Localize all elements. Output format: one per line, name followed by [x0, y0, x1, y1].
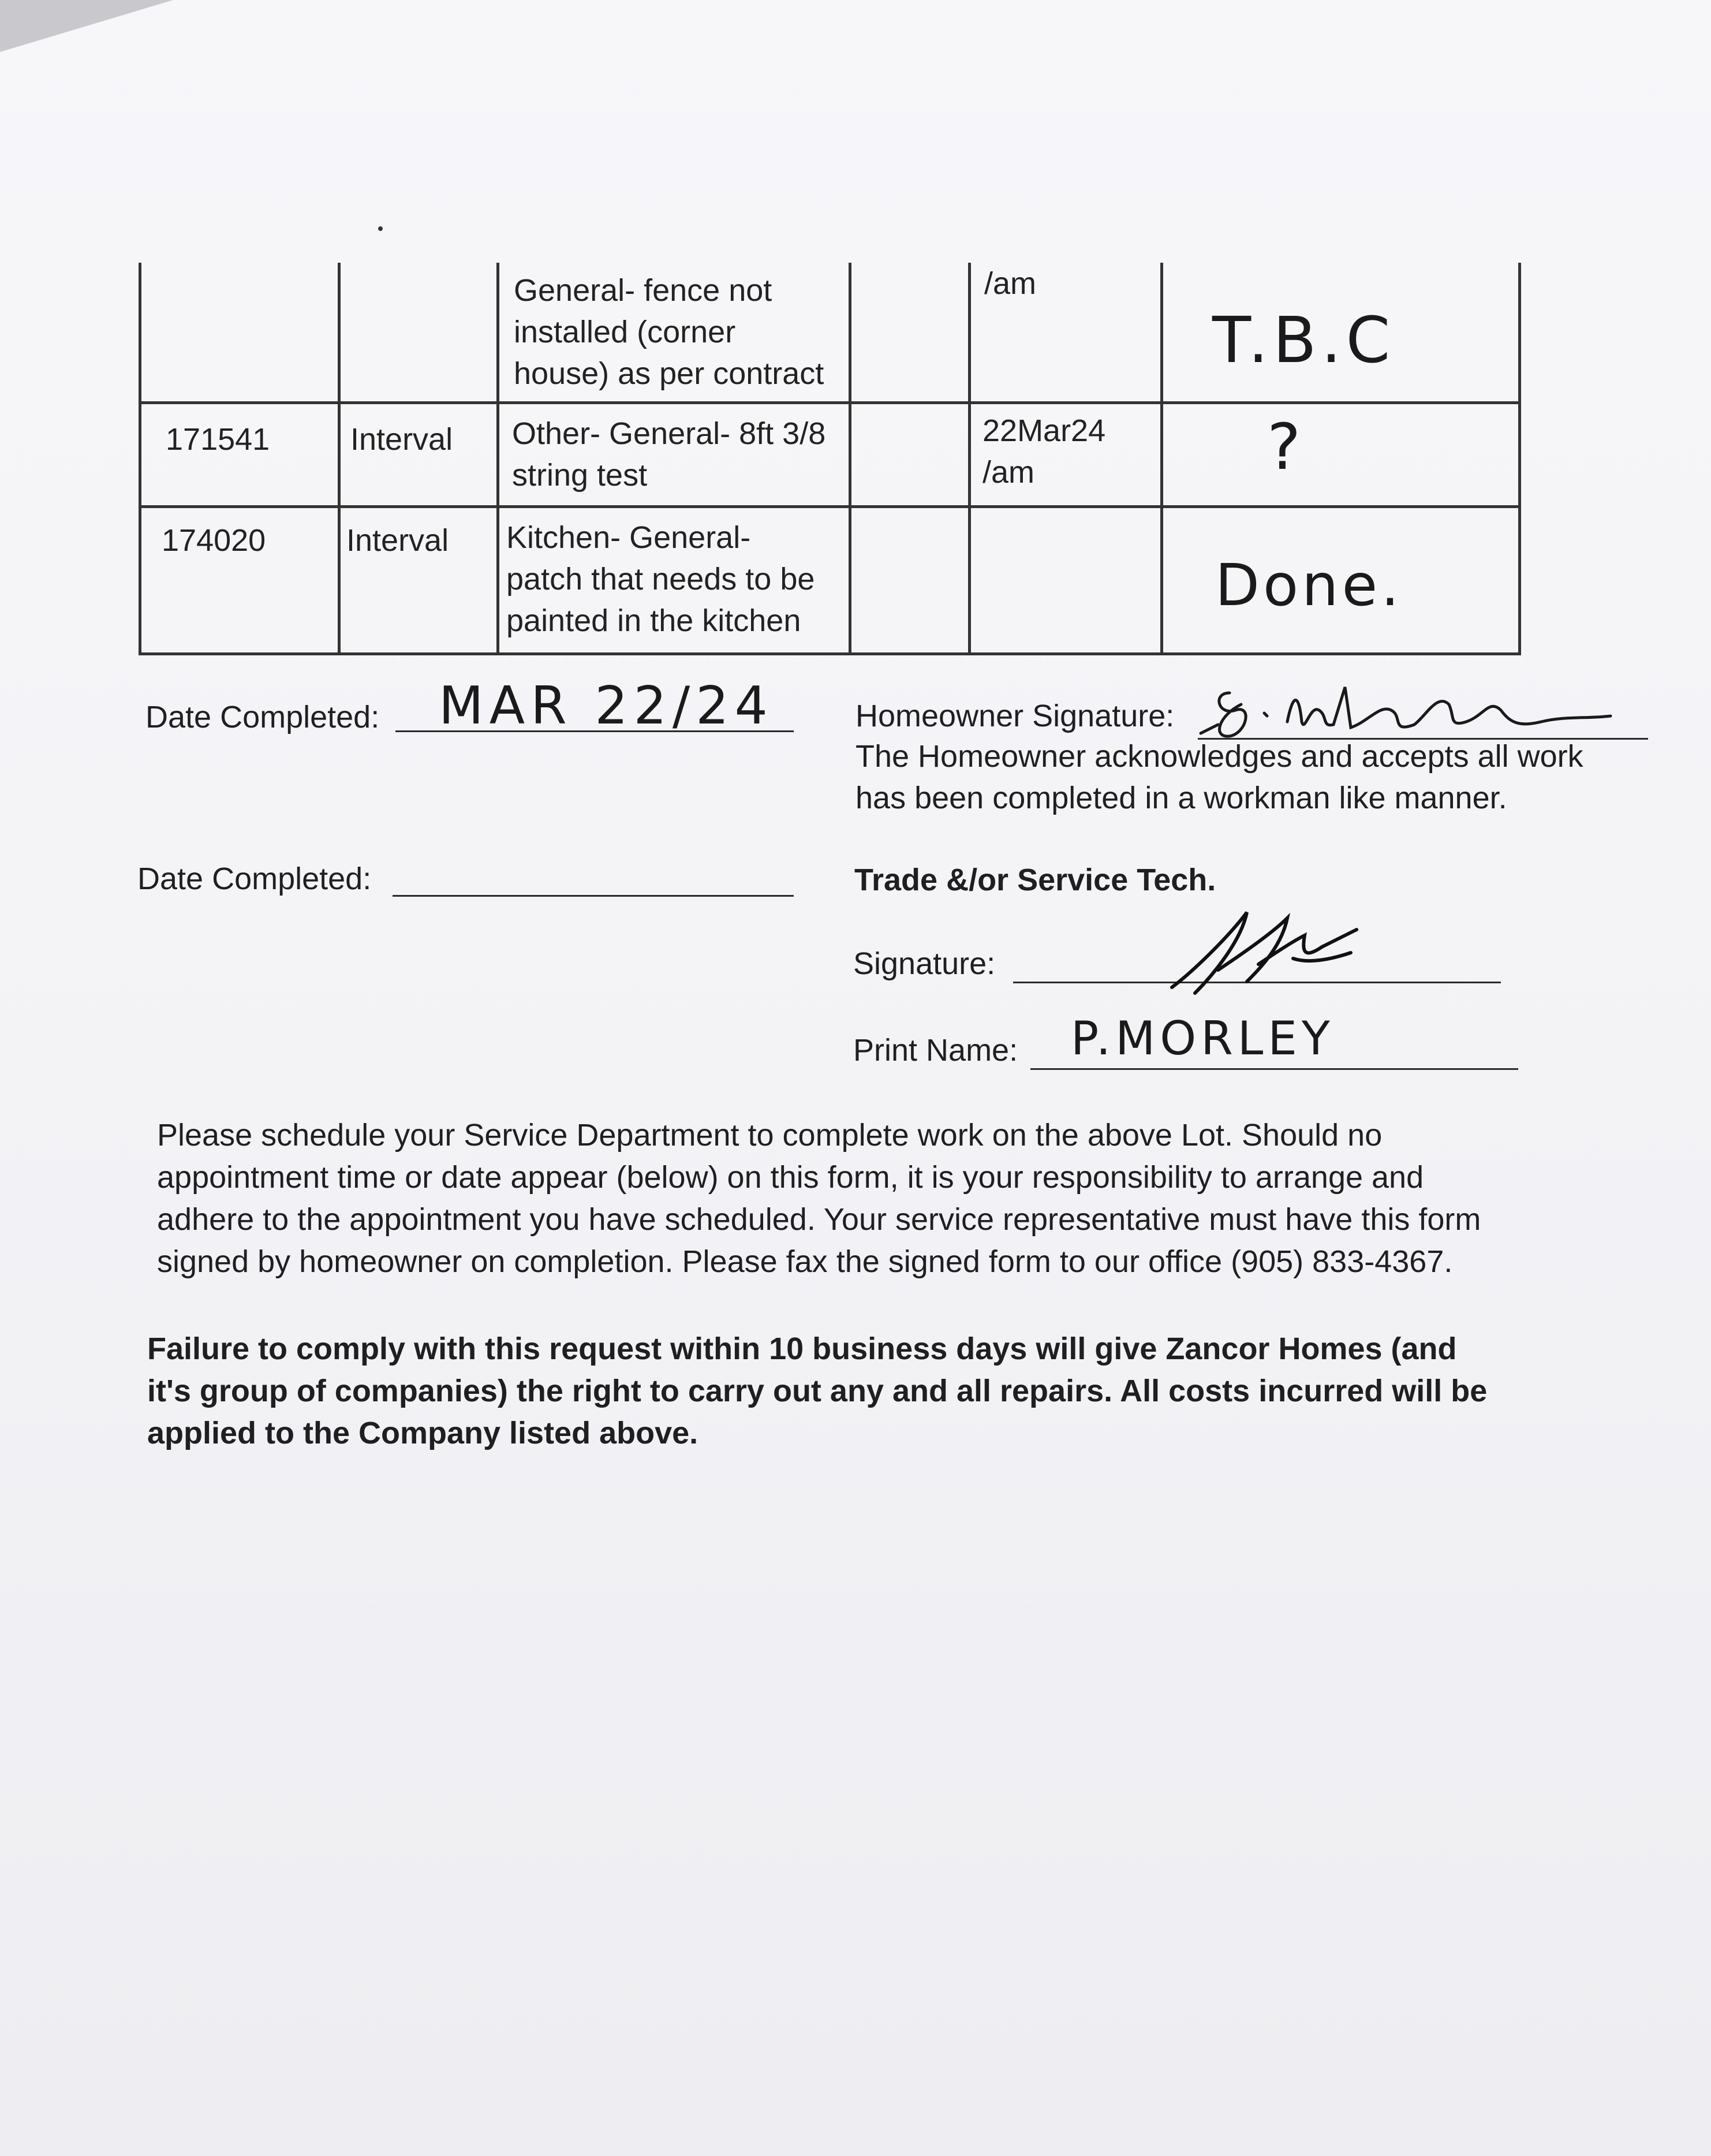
print-name-line: [1030, 1068, 1518, 1070]
page-corner-shadow: [0, 0, 173, 52]
column-divider: [849, 263, 851, 652]
row-divider: [141, 401, 1518, 404]
table-row-id: 174020: [162, 523, 266, 558]
acknowledgement-line-1: The Homeowner acknowledges and accepts all work: [856, 739, 1583, 774]
signature-label: Signature:: [853, 946, 996, 981]
status-handwritten: Done.: [1215, 551, 1403, 619]
table-row-type: Interval: [350, 422, 453, 457]
table-row-type: Interval: [346, 523, 449, 558]
print-name-handwritten: P.MORLEY: [1071, 1012, 1335, 1065]
date-completed-line: [393, 895, 794, 897]
column-divider: [338, 263, 341, 652]
column-divider: [1160, 263, 1163, 652]
row-divider: [141, 505, 1518, 508]
table-row-id: 171541: [166, 422, 270, 457]
instructions-paragraph: Please schedule your Service Department to complete work on the above Lot. Should no appointment time or date appear (below) on this form, it is your responsibility to arrange and adhere to the appointment you have scheduled. Your service representative must have this form signed by homeowner on completion. Please fax the signed form to our office (905) 833-4367.: [157, 1118, 1481, 1279]
print-name-label: Print Name:: [853, 1033, 1018, 1068]
work-order-table: [139, 263, 1521, 655]
tech-signature-mark: [1160, 901, 1380, 1005]
warning-paragraph: Failure to comply with this request within 10 business days will give Zancor Homes (and it's group of companies) the right to carry out any and all repairs. All costs incurred will be applied to the Company listed above.: [147, 1331, 1488, 1450]
acknowledgement-line-2: has been completed in a workman like manner.: [856, 781, 1507, 815]
ink-dot: [378, 226, 383, 231]
table-row-description: General- fence not installed (corner house) as per contract: [514, 273, 824, 391]
date-completed-label: Date Completed:: [145, 700, 380, 734]
table-row-date: 22Mar24 /am: [982, 413, 1106, 490]
trade-heading: Trade &/or Service Tech.: [854, 863, 1216, 897]
status-handwritten: T.B.C: [1212, 303, 1395, 377]
table-row-date: /am: [984, 266, 1037, 301]
column-divider: [968, 263, 971, 652]
date-completed-label: Date Completed:: [137, 861, 372, 896]
date-completed-handwritten: MAR 22/24: [439, 676, 774, 736]
homeowner-signature-label: Homeowner Signature:: [856, 699, 1175, 733]
table-row-description: Other- General- 8ft 3/8 string test: [512, 416, 826, 493]
table-row-description: Kitchen- General- patch that needs to be painted in the kitchen: [506, 520, 815, 638]
column-divider: [496, 263, 499, 652]
status-handwritten: ?: [1267, 410, 1301, 484]
